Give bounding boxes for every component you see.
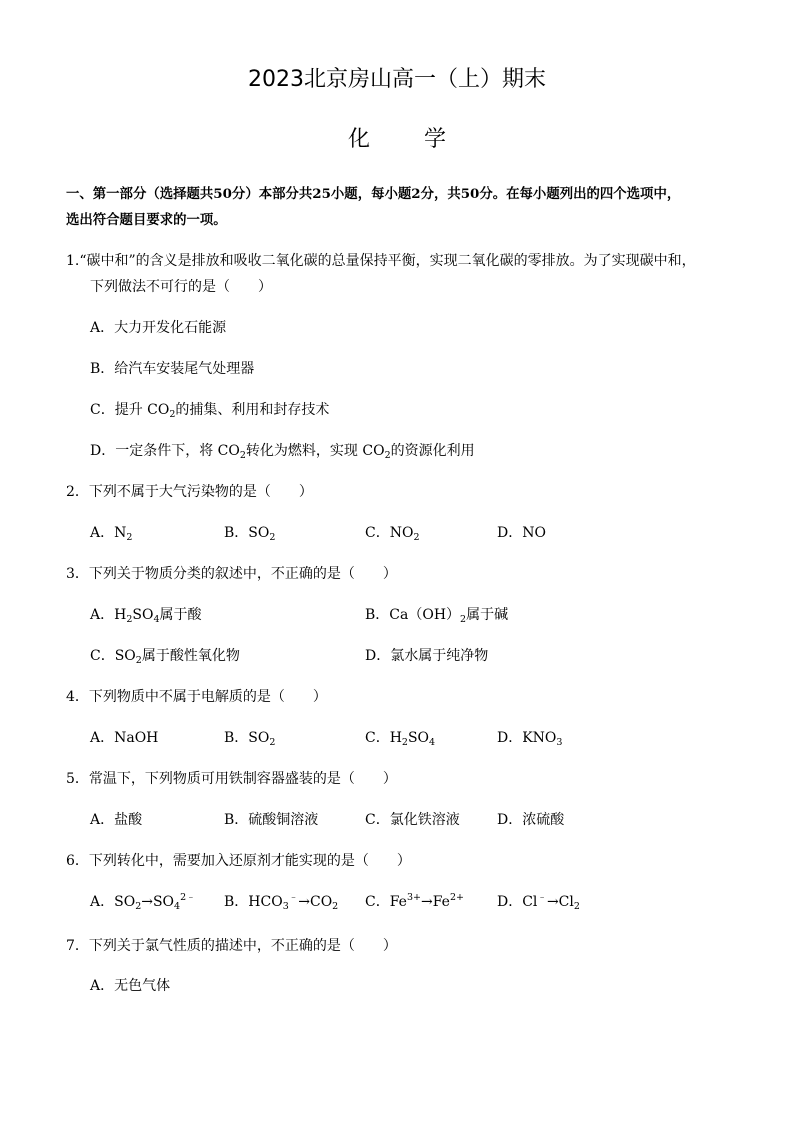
question-4-stem: 4．下列物质中不属于电解质的是（ ） <box>66 689 327 705</box>
subject-title <box>0 122 794 153</box>
subject-char-2: 学 <box>424 127 447 152</box>
question-7-stem: 7．下列关于氯气性质的描述中，不正确的是（ ） <box>66 938 397 954</box>
question-7-option-a: A．无色气体 <box>90 978 171 994</box>
question-5-option-d: D．浓硫酸 <box>497 812 565 828</box>
question-1-stem-line2: 下列做法不可行的是（ ） <box>90 279 272 295</box>
question-3-option-b: B．$Ca(OH)_2$属于碱 <box>365 607 509 625</box>
question-6-option-d: D．$Cl^﹣\to Cl_2$ <box>497 892 580 912</box>
question-3-option-d: D．氯水属于纯净物 <box>365 648 489 664</box>
question-3-option-c: C．$SO_2$属于酸性氧化物 <box>90 648 240 666</box>
question-4-option-d: D．$KNO_3$ <box>497 730 563 748</box>
question-1-option-a: A．大力开发化石能源 <box>90 320 227 336</box>
question-1-option-c: C．提升 $CO_2$的捕集、利用和封存技术 <box>90 402 330 420</box>
question-1-stem-line1: 1.“碳中和”的含义是排放和吸收二氧化碳的总量保持平衡，实现二氧化碳的零排放。为了实现碳中和， <box>66 253 696 269</box>
question-2-stem: 2．下列不属于大气污染物的是（ ） <box>66 484 313 500</box>
section-instructions-line1: 一、第一部分（选择题共50分）本部分共25小题，每小题2分，共50分。在每小题列出的四个选项中， <box>66 186 681 202</box>
question-2-option-d: D．NO <box>497 525 546 541</box>
question-3-stem: 3．下列关于物质分类的叙述中，不正确的是（ ） <box>66 566 397 582</box>
question-5-option-b: B．硫酸铜溶液 <box>224 812 319 828</box>
section-instructions-line2: 选出符合题目要求的一项。 <box>66 212 227 228</box>
question-1-option-b: B．给汽车安装尾气处理器 <box>90 361 255 377</box>
question-4-option-c: C．$H_2SO_4$ <box>365 730 436 748</box>
question-1-option-d: D．一定条件下，将 $CO_2$转化为燃料，实现 $CO_2$的资源化利用 <box>90 443 475 461</box>
question-6-option-b: B．$HCO_3^﹣\to CO_2$ <box>224 892 339 912</box>
question-2-option-c: C．$NO_2$ <box>365 525 420 543</box>
question-6-option-a: A．$SO_2\to SO_4^{2﹣}$ <box>90 892 196 912</box>
question-5-stem: 5．常温下，下列物质可用铁制容器盛装的是（ ） <box>66 771 397 787</box>
question-3-option-a: A．$H_2SO_4$属于酸 <box>90 607 202 625</box>
question-6-option-c: C．$Fe^{3+}\to Fe^{2+}$ <box>365 892 464 910</box>
question-4-option-a: A．NaOH <box>90 730 159 746</box>
question-4-option-b: B．$SO_2$ <box>224 730 276 748</box>
question-5-option-a: A．盐酸 <box>90 812 143 828</box>
question-2-option-a: A．$N_2$ <box>90 525 133 543</box>
question-5-option-c: C．氯化铁溶液 <box>365 812 460 828</box>
subject-char-1: 化 <box>347 127 370 152</box>
question-6-stem: 6．下列转化中，需要加入还原剂才能实现的是（ ） <box>66 853 411 869</box>
question-2-option-b: B．$SO_2$ <box>224 525 276 543</box>
page-title: 2023北京房山高一（上）期末 <box>248 67 546 92</box>
